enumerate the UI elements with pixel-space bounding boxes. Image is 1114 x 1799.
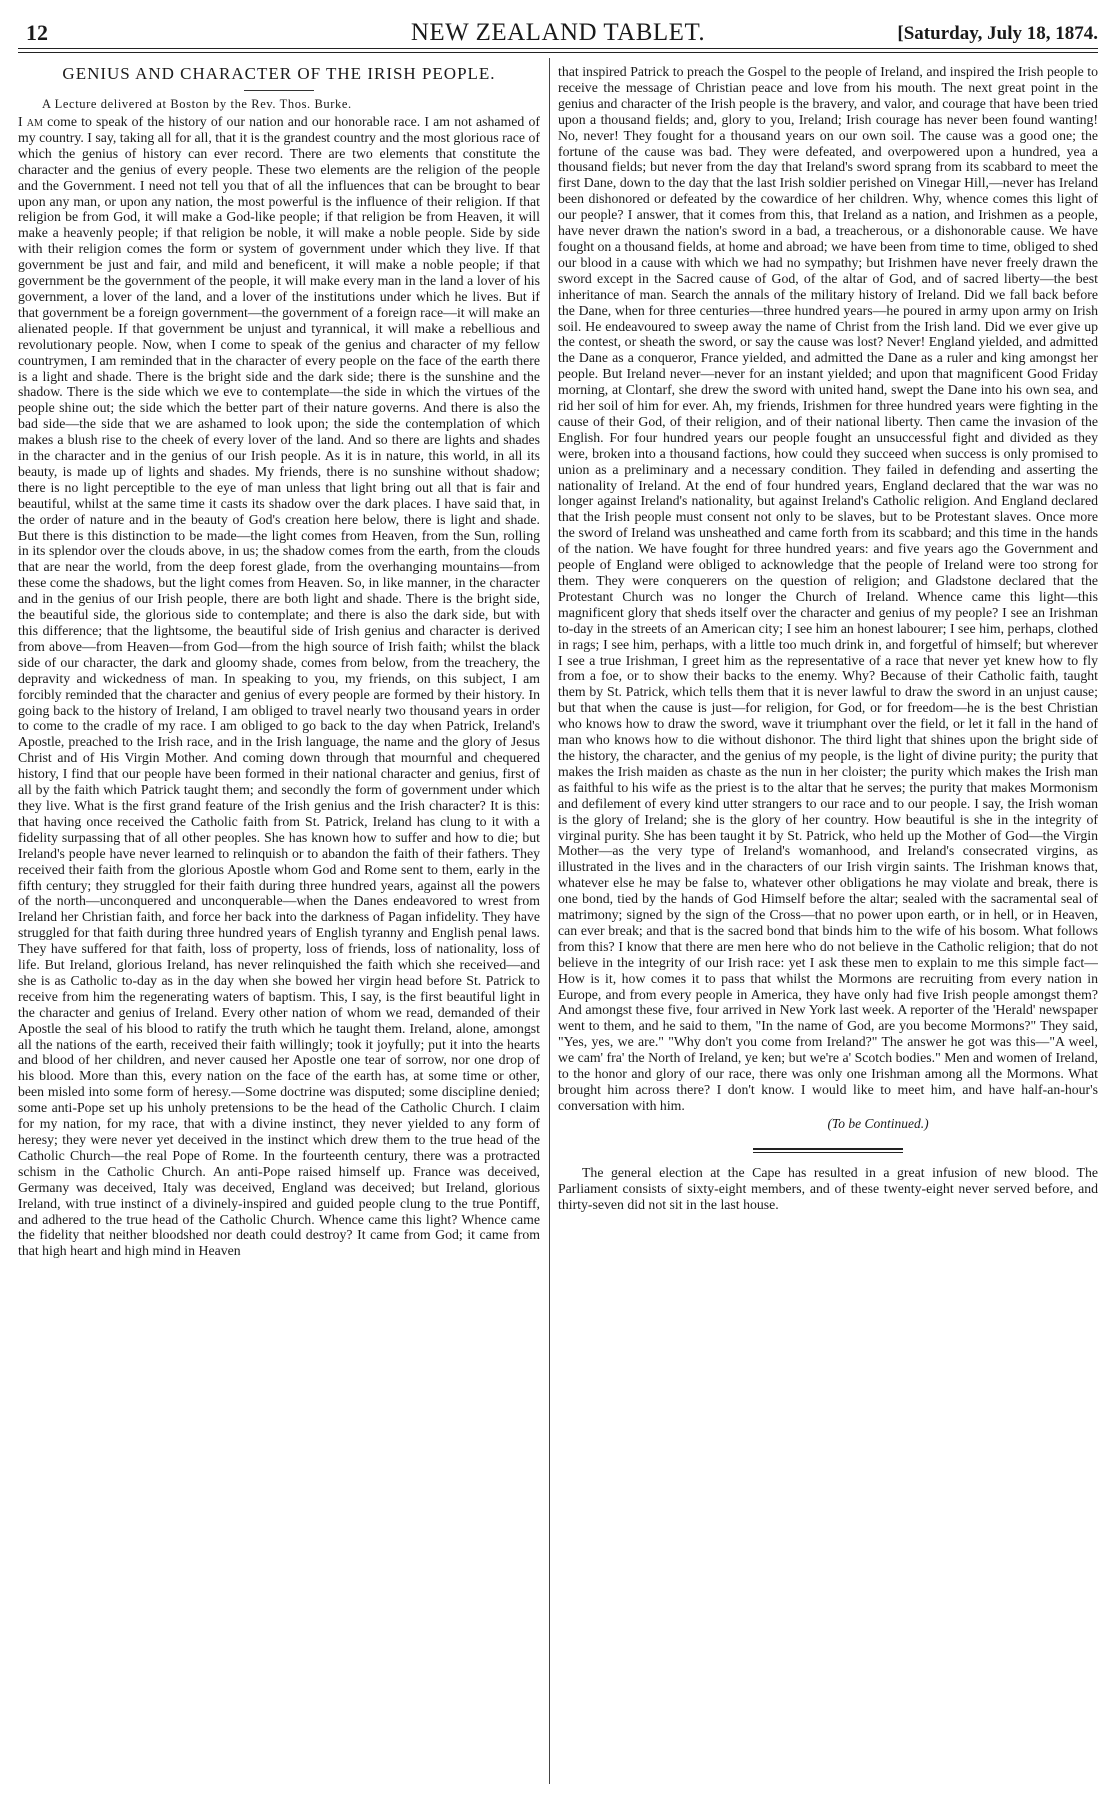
issue-date: [Saturday, July 18, 1874. — [897, 23, 1098, 44]
newspaper-page — [18, 10, 1098, 1790]
article-text-left: come to speak of the history of our nation and our honorable race. I am not ashamed of my country. I say, taking all for all, that it is the grandest country and the most glorious race of which the genius of history can ever record. There are two elements that constitute the character and the genius of every people. These two elements are the religion of the people and the Government. I need not tell you that of all the influences that can be brought to bear upon any man, or upon any nation, the most powerful is the influence of their religion. If that religion be from God, it will make a God-like people; if that religion be from Heaven, it will make a heavenly people; if that religion be noble, it will make a noble people. Side by side with their religion comes the form or system of government under which they live. If that government be just and fair, and mild and beneficent, it will make a noble people; if that government be the government of the people, it will make every man in the land a lover of his government, a lover of the land, and a lover of the institutions under which he lives. But if that government be a foreign government—the government of a foreign race—it will make an alienated people. If that government be unjust and tyrannical, it will make a rebellious and revolutionary people. Now, when I come to speak of the genius and character of my fellow countrymen, I am reminded that in the character of every people on the face of the earth there is a light and shade. There is the bright side and the dark side; there is the sunshine and the shadow. There is the side which we eve to contemplate—the side in which the virtues of the people shine out; the side which the better part of their nature governs. And there is also the bad side—the side that we are ashamed to look upon; the side the contemplation of which makes a blush rise to the cheek of every lover of the land. And so there are lights and shades in the character and in the genius of our Irish people. As it is in nature, this world, in all its beauty, is made up of lights and shades. My friends, there is no sunshine without shadow; there is no light perceptible to the eye of man unless that light bring out all that is fair and beautiful, whilst at the same time it casts its shadow over the dark places. I have said that, in the order of nature and in the beauty of God's creation here below, there is light and shade. But there is this distinction to be made—the light comes from Heaven, from the Sun, rolling in its splendor over the clouds above, in us; the shadow comes from the earth, from the clouds that are near the world, from the deep forest glade, from the overhanging mountains—from these come the shadows, but the light comes from Heaven. So, in like manner, in the character and in the genius of our Irish people, there are both light and shade. There is the bright side, the beautiful side, the glorious side to contemplate; and there is also the dark side, but with this difference; that the lightsome, the beautiful side of Irish genius and character is derived from above—from Heaven—from God—from the high source of Irish faith; whilst the black side of our character, the dark and gloomy shade, comes from below, from the treachery, the depravity and wickedness of man. In speaking to you, my friends, on this subject, I am forcibly reminded that the character and genius of every people are formed by their history. In going back to the history of Ireland, I am obliged to travel nearly two thousand years in order to come to the cradle of my race. I am obliged to go back to the day when Patrick, Ireland's Apostle, preached to the Irish race, and in the Irish language, the name and the glory of Jesus Christ and of His Virgin Mother. And coming down through that mournful and chequered history, I find that our people have been formed in their national character and genius, first of all by the faith which Patrick taught them; and secondly the form of government under which they live. What is the first grand feature of the Irish genius and the Irish character? It is this: that having once received the Catholic faith from St. Patrick, Ireland has clung to it with a fidelity surpassing that of all other peoples. She has known how to suffer and how to die; but Ireland's people have never learned to relinquish or to abandon the faith of their fathers. They received their faith from the glorious Apostle whom God and Rome sent to them, early in the fifth century; they struggled for their faith during three hundred years, against all the powers of the north—unconquered and unconquerable—when the Danes endeavored to wrest from Ireland her Christian faith, and force her back into the darkness of Pagan infidelity. They have struggled for that faith during three hundred years of English tyranny and English penal laws. They have suffered for that faith, loss of property, loss of friends, loss of nationality, loss of life. But Ireland, glorious Ireland, has never relinquished the faith which she received—and she is as Catholic to-day as in the day when she bowed her virgin head before St. Patrick to receive from him the regenerating waters of baptism. This, I say, is the first beautiful light in the character and genius of Ireland. Every other nation of whom we read, demanded of their Apostle the seal of his blood to ratify the truth which he taught them. Ireland, alone, amongst all the nations of the earth, received their faith willingly; took it joyfully; put it into the hearts and blood of her children, and never caused her Apostle one tear of sorrow, nor one drop of his blood. More than this, every nation on the face of the earth has, at some time or other, been misled into some form of heresy.—Some doctrine was disputed; some discipline denied; some anti-Pope set up his unholy pretensions to be the head of the Catholic Church. I claim for my nation, for my race, that with a divine instinct, they never yielded to any form of heresy; they were never yet deceived in the instinct which drew them to the true head of the Catholic Church—the real Pope of Rome. In the fourteenth century, there was a protracted schism in the Catholic Church. An anti-Pope raised himself up. France was deceived, Germany was deceived, Italy was deceived, England was deceived; but Ireland, glorious Ireland, with true instinct of a divinely-inspired and guided people clung to the true Pontiff, and adhered to the true head of the Catholic Church. Whence came this light? Whence came the fidelity that neither bloodshed nor death could destroy? It came from God; it came from that high heart and high mind in Heaven — [18, 114, 540, 1259]
headline-rule — [244, 90, 314, 91]
masthead — [18, 10, 1098, 49]
newspaper-title: NEW ZEALAND TABLET. — [410, 19, 706, 46]
article-byline: A Lecture delivered at Boston by the Rev. Thos. Burke. — [42, 97, 352, 111]
right-column — [558, 64, 1098, 1790]
article-headline: GENIUS AND CHARACTER OF THE IRISH PEOPLE. — [62, 64, 496, 83]
continued-note: (To be Continued.) — [827, 1115, 929, 1131]
news-item: The general election at the Cape has resulted in a great infusion of new blood. The Parliament consists of sixty-eight members, and of these twenty-eight never served before, and thirty-seven did not sit in the last house. — [558, 1164, 1098, 1212]
page-number: 12 — [26, 20, 48, 45]
article-body-left — [18, 114, 540, 1259]
article-body-right: that inspired Patrick to preach the Gospel to the people of Ireland, and inspired the Irish people to receive the message of Christian peace and love from his mouth. The next great point in the genius and character of the Irish people is the bravery, and valor, and courage that have been tried upon a thousand fields; and, glory to you, Ireland; Irish courage has never been found wanting! No, never! They fought for a thousand years on our own soil. The cause was a good one; the fortune of the cause was bad. They were defeated, and overpowered upon a hundred, yea a thousand fields; but never from the day that Ireland's sword sprang from its scabbard to meet the first Dane, down to the day that the last Irish soldier perished on Vinegar Hill,—never has Ireland been dishonored or defeated by the cowardice of her children. Why, whence comes this light of our people? I answer, that it comes from this, that Ireland as a nation, and Irishmen as a people, have never drawn the nation's sword in a bad, a treacherous, or a dishonorable cause. We have fought on a thousand fields, at home and abroad; we have been from time to time, obliged to shed our blood in a cause with which we had no sympathy; but Irishmen have never freely drawn the sword except in the Sacred cause of God, of the altar of God, and of sacred liberty—the best inheritance of man. Search the annals of the military history of Ireland. Did we fall back before the Dane, when for three centuries—three hundred years—he poured in army upon army on Irish soil. He endeavoured to sweep away the name of Christ from the Irish land. Did we ever give up the contest, or sheath the sword, or say the cause was lost? Never! England yielded, and admitted the Dane as a conqueror, France yielded, and admitted the Dane as a ruler and king amongst her people. But Ireland never—never for an instant yielded; and upon that magnificent Good Friday morning, at Clontarf, she drew the sword with united hand, swept the Dane into his own sea, and rid her soil of him for ever. Ah, my friends, Irishmen for three hundred years were fighting in the cause of their God, of their religion, and of their national liberty. Then came the invasion of the English. For four hundred years our people fought an unsuccessful fight and divided as they were, broken into a thousand factions, how could they succeed when success is only promised to union as a preliminary and a necessary condition. They failed in defending and asserting the nationality of Ireland. At the end of four hundred years, England declared that the war was no longer against Ireland's nationality, but against Ireland's Catholic religion. And England declared that the Irish people must consent not only to be slaves, but to be Protestant slaves. Once more the sword of Ireland was unsheathed and came forth from its scabbard; and this time in the hands of the nation. We have fought for three hundred years: and five years ago the Government and people of England were obliged to acknowledge that the people of Ireland were too strong for them. They were conquerers on the question of religion; and Gladstone declared that the Protestant Church was no longer the Church of Ireland. Whence came this light—this magnificent glory that sheds itself over the character and genius of my people? I see an Irishman to-day in the streets of an American city; I see him an honest labourer; I see him, perhaps, clothed in rags; I see him, perhaps, with a little too much drink in, and forgetful of himself; but wherever I see a true Irishman, I greet him as the representative of a race that never yet knew how to fly from a foe, or to show their backs to the enemy. Why? Because of their Catholic faith, taught them by St. Patrick, which tells them that it is never lawful to draw the sword in an unjust cause; but that when the cause is just—for religion, for God, or for freedom—he is the best Christian who knows how to draw the sword, wave it triumphant over the field, or let it fall in the hand of man who knows how to die without dishonor. The third light that shines upon the bright side of the history, the character, and the genius of my people, is the light of divine purity; the purity that makes the Irish maiden as chaste as the nun in her cloister; the purity which makes the Irish man as faithful to his wife as the priest is to the altar that he serves; the purity that makes Mormonism and defilement of every kind utter strangers to our race and to our people. I say, the Irish woman is the glory of Ireland; she is the glory of her country. How beautiful is she in the integrity of virginal purity. She has been taught it by St. Patrick, who held up the Mother of God—the Virgin Mother—as the very type of Ireland's womanhood, and Ireland's consecrated virgins, as illustrated in the lives and in the characters of our Irish virgin saints. The Irishman knows that, whatever else he may be false to, whatever other obligations he may violate and break, there is one bond, tied by the hands of God Himself before the altar; sealed with the sacramental seal of matrimony; signed by the sign of the Cross—that no power upon earth, or in hell, or in Heaven, can ever break; and that is the sacred bond that binds him to the wife of his bosom. What follows from this? I know that there are men here who do not believe in the Catholic religion; that do not believe in the integrity of our Irish race: yet I ask these men to explain to me this simple fact—How is it, how comes it to pass that whilst the Mormons are recruiting from every nation in Europe, and from every people in America, they have only had five Irish people amongst them? And amongst these five, four arrived in New York last week. A reporter of the 'Herald' newspaper went to them, and he said to them, "In the name of God, are you become Mormons?" They said, "Yes, yes, we are." "Why don't you come from Ireland?" The answer he got was this—"A weel, we cam' fra' the North of Ireland, ye ken; but we're a' Scotch bodies." Men and women of Ireland, to the honor and glory of our race, there was only one Irishman among all the Mormons. What brought him across there? I don't know. I would like to meet him, and have half-an-hour's conversation with him. — [558, 64, 1098, 1113]
section-rule — [753, 1148, 903, 1153]
column-divider — [549, 58, 550, 1784]
left-column — [18, 64, 540, 1790]
article-first-word: I am — [18, 114, 43, 129]
masthead-rule — [18, 52, 1098, 53]
